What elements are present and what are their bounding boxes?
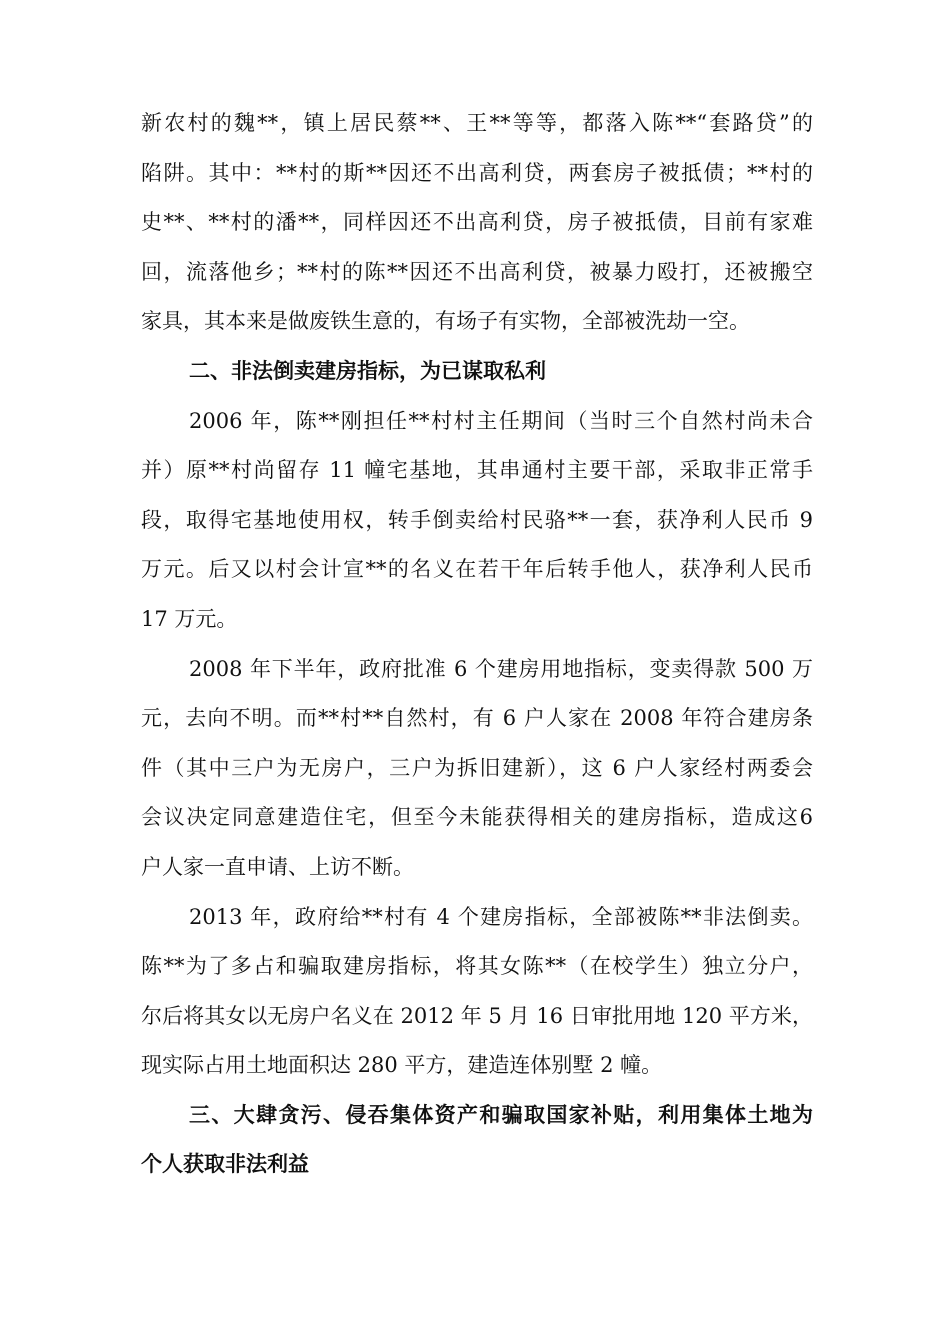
section-heading-line: 三、大肆贪污、侵吞集体资产和骗取国家补贴，利用集体土地为 — [189, 1102, 813, 1127]
paragraph-line: 段，取得宅基地使用权，转手倒卖给村民骆**一套，获净利人民币 9 — [141, 507, 813, 532]
paragraph-line: 新农村的魏**，镇上居民蔡**、王**等等，都落入陈**“套路贷”的 — [141, 111, 813, 135]
paragraph-line: 现实际占用土地面积达 280 平方，建造连体别墅 2 幢。 — [141, 1053, 663, 1078]
paragraph-line: 陈**为了多占和骗取建房指标，将其女陈**（在校学生）独立分户， — [141, 954, 813, 979]
paragraph-line: 件（其中三户为无房户，三户为拆旧建新），这 6 户人家经村两委会 — [141, 755, 813, 780]
paragraph-line: 2013 年，政府给**村有 4 个建房指标，全部被陈**非法倒卖。 — [189, 904, 813, 929]
paragraph-line: 2008 年下半年，政府批准 6 个建房用地指标，变卖得款 500 万 — [189, 656, 813, 681]
section-heading-line: 二、非法倒卖建房指标，为已谋取私利 — [189, 358, 546, 383]
section-heading-line: 个人获取非法利益 — [141, 1152, 309, 1177]
paragraph-line: 尔后将其女以无房户名义在 2012 年 5 月 16 日审批用地 120 平方米， — [141, 1003, 813, 1028]
paragraph-line: 2006 年，陈**刚担任**村村主任期间（当时三个自然村尚未合 — [189, 408, 813, 433]
paragraph-line: 并）原**村尚留存 11 幢宅基地，其串通村主要干部，采取非正常手 — [141, 458, 813, 483]
paragraph-line: 史**、**村的潘**，同样因还不出高利贷，房子被抵债，目前有家难 — [141, 210, 813, 235]
paragraph-line: 家具，其本来是做废铁生意的，有场子有实物，全部被洗劫一空。 — [141, 309, 750, 334]
paragraph-line: 万元。后又以村会计宣**的名义在若干年后转手他人，获净利人民币 — [141, 557, 813, 582]
paragraph-line: 17 万元。 — [141, 606, 238, 631]
paragraph-line: 会议决定同意建造住宅，但至今未能获得相关的建房指标，造成这6 — [141, 805, 813, 830]
paragraph-line: 陷阱。其中：**村的斯**因还不出高利贷，两套房子被抵债；**村的 — [141, 160, 813, 185]
document-body — [141, 99, 813, 1190]
paragraph-line: 回，流落他乡；**村的陈**因还不出高利贷，被暴力殴打，还被搬空 — [141, 259, 813, 284]
paragraph-line: 元，去向不明。而**村**自然村，有 6 户人家在 2008 年符合建房条 — [141, 706, 813, 731]
paragraph-line: 户人家一直申请、上访不断。 — [141, 854, 414, 879]
